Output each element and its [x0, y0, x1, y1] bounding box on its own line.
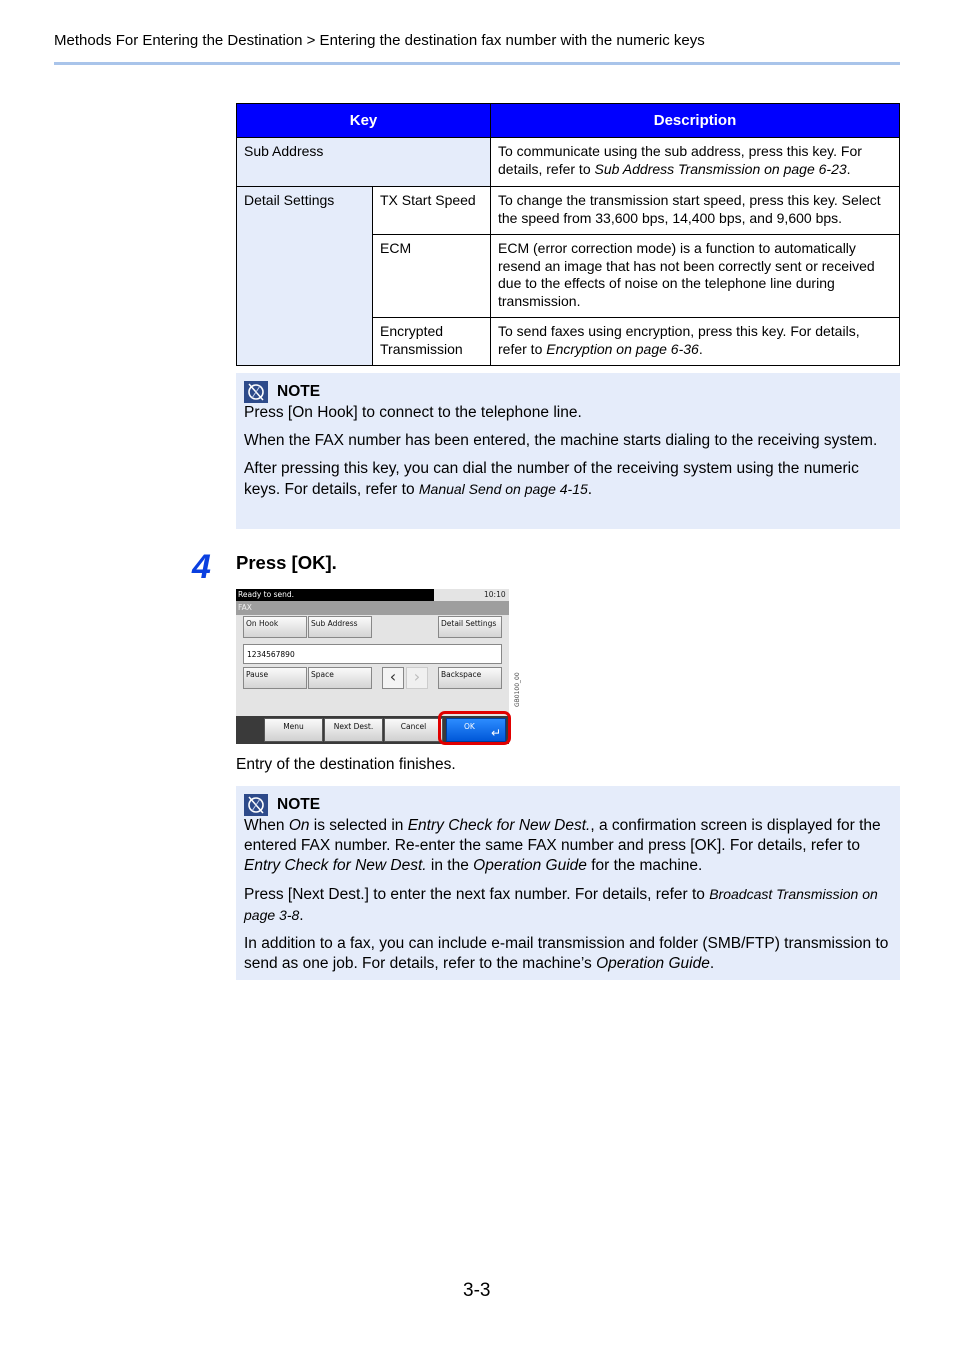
on-hook-button[interactable]: On Hook [243, 616, 307, 638]
menu-button[interactable]: Menu [264, 718, 323, 742]
clock: 10:10 [484, 590, 506, 599]
step-number: 4 [192, 548, 211, 586]
chevron-right-icon[interactable]: › [406, 667, 428, 689]
fax-screen-illustration [236, 589, 521, 744]
pause-button[interactable]: Pause [243, 667, 307, 689]
subkey-cell: TX Start Speed [373, 187, 491, 235]
ok-highlight-ring [438, 711, 511, 745]
header-rule [54, 62, 900, 65]
result-text: Entry of the destination finishes. [236, 756, 456, 773]
description-cell: To change the transmission start speed, press this key. Select the speed from 33,600 bps, 14,400 bps, and 9,600 bps. [491, 187, 900, 235]
chevron-left-icon[interactable]: ‹ [382, 667, 404, 689]
table-header-key: Key [237, 104, 491, 138]
key-description-table [236, 103, 900, 366]
note-paragraph: When On is selected in Entry Check for New Dest., a confirmation screen is displayed for the entered FAX number. Re-enter the same FAX number and press [OK]. For details, refer to Entry Check for New Dest. in the Operation Guide for the machine. [244, 817, 881, 874]
fax-number-field[interactable]: 1234567890 [243, 644, 502, 664]
cross-reference: Sub Address Transmission on page 6-23 [594, 160, 847, 177]
status-bar: Ready to send. [236, 589, 434, 601]
note-box [236, 373, 900, 529]
cancel-button[interactable]: Cancel [384, 718, 443, 742]
enter-icon: ↵ [490, 726, 501, 740]
description-cell: To communicate using the sub address, press this key. For details, refer to Sub Address Transmission on page 6-23. [491, 138, 900, 187]
next-dest-button[interactable]: Next Dest. [324, 718, 383, 742]
page-number: 3-3 [463, 1280, 491, 1301]
note-title: NOTE [277, 383, 321, 400]
note-icon [244, 381, 268, 403]
note-paragraph: In addition to a fax, you can include e-mail transmission and folder (SMB/FTP) transmission to send as one job. For details, refer to the machine’s Operation Guide. [244, 935, 889, 972]
figure-code: GB0100_00 [514, 672, 521, 707]
subkey-cell: ECM [373, 235, 491, 318]
note-paragraph: Press [On Hook] to connect to the telephone line. [244, 404, 582, 421]
subkey-cell: Encrypted Transmission [373, 318, 491, 366]
table-row [237, 138, 900, 187]
table-header-description: Description [491, 104, 900, 138]
cross-reference: Broadcast Transmission on page 3-8 [244, 886, 878, 923]
step-title: Press [OK]. [236, 552, 337, 573]
description-cell: ECM (error correction mode) is a function to automatically resend an image that has not been correctly sent or received due to the effects of noise on the telephone line during transmission. [491, 235, 900, 318]
table-row [237, 187, 900, 235]
key-cell: Detail Settings [237, 187, 373, 366]
detail-settings-button[interactable]: Detail Settings [438, 616, 502, 638]
backspace-button[interactable]: Backspace [438, 667, 502, 689]
description-cell: To send faxes using encryption, press this key. For details, refer to Encryption on page 6-36. [491, 318, 900, 366]
cross-reference: Manual Send on page 4-15 [418, 481, 588, 497]
key-cell: Sub Address [237, 138, 491, 187]
space-button[interactable]: Space [308, 667, 372, 689]
sub-address-button[interactable]: Sub Address [308, 616, 372, 638]
cross-reference: Encryption on page 6-36 [546, 340, 699, 357]
note-icon [244, 794, 268, 816]
ok-label: OK [464, 722, 475, 731]
note-title: NOTE [277, 796, 321, 813]
note-paragraph: After pressing this key, you can dial the number of the receiving system using the numeric keys. For details, refer to Manual Send on page 4-15. [244, 460, 859, 498]
note-box [236, 786, 900, 980]
note-paragraph: Press [Next Dest.] to enter the next fax number. For details, refer to Broadcast Transmission on page 3-8. [244, 886, 878, 924]
mode-title: FAX [236, 601, 509, 615]
note-paragraph: When the FAX number has been entered, the machine starts dialing to the receiving system. [244, 432, 878, 449]
breadcrumb: Methods For Entering the Destination > Entering the destination fax number with the numeric keys [54, 32, 705, 49]
